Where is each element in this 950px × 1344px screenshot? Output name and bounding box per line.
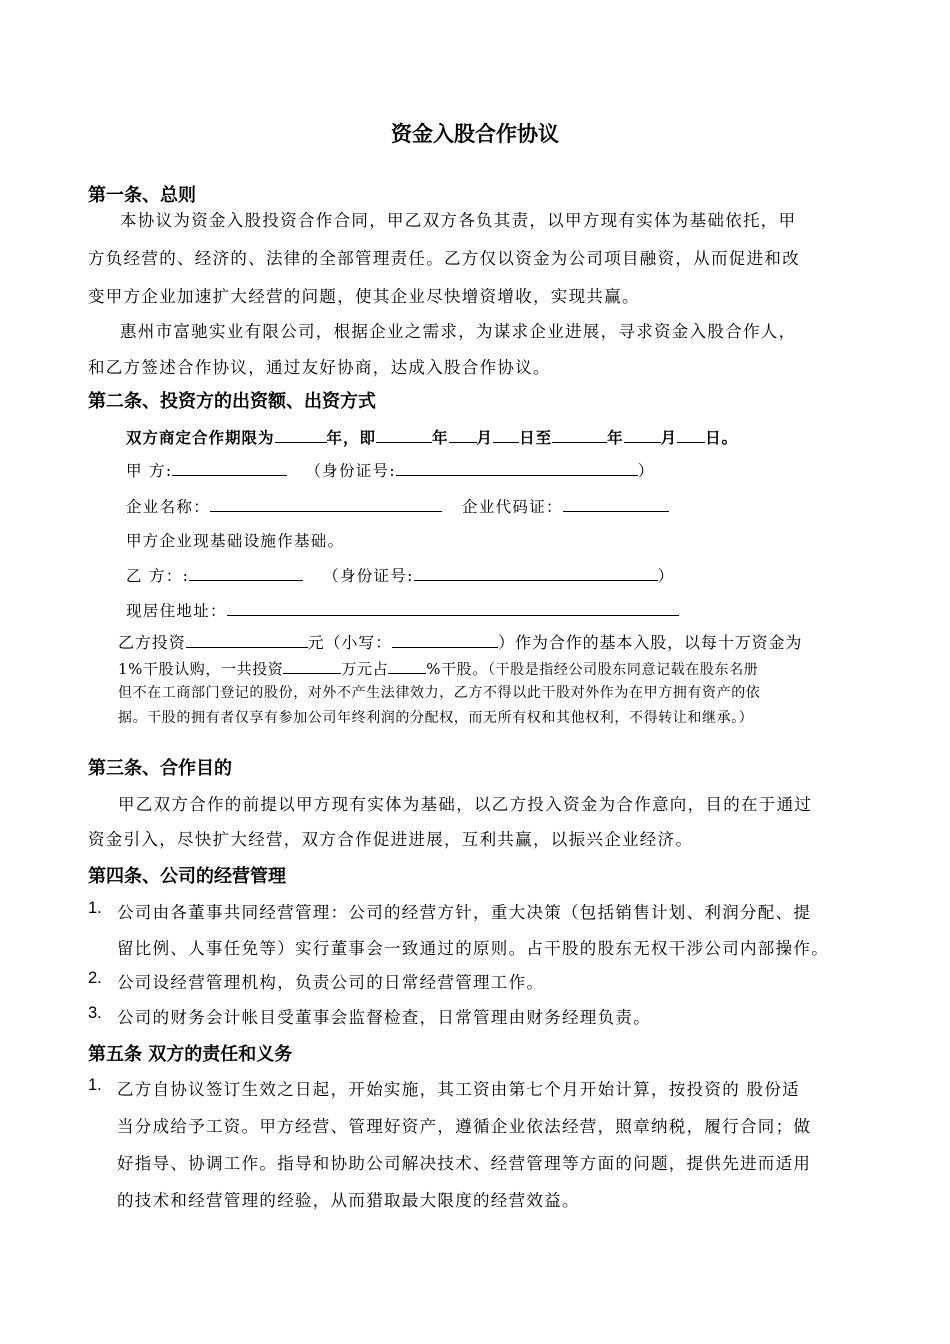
address-field[interactable]: [227, 598, 679, 616]
section-5-heading: 第五条 双方的责任和义务: [88, 1044, 293, 1065]
s1-line-4: 惠州市富驰实业有限公司，根据企业之需求，为谋求企业进展，寻求资金入股合作人，: [120, 322, 797, 341]
company-name-field[interactable]: [210, 494, 442, 512]
s4-item-1-line-1: 公司由各董事共同经营管理：公司的经营方针，重大决策（包括销售计划、利润分配、提: [117, 903, 812, 922]
s5-item-1-line-3: 好指导、协调工作。指导和协助公司解决技术、经营管理等方面的问题，提供先进而适用: [117, 1154, 812, 1173]
s3-line-2: 资金引入，尽快扩大经营，双方合作促进进展，互利共赢，以振兴企业经济。: [88, 830, 694, 849]
s5-item-1-line-1: 乙方自协议签订生效之日起，开始实施，其工资由第七个月开始计算，按投资的 股份适: [117, 1080, 800, 1099]
party-b-id-field[interactable]: [414, 563, 658, 581]
term-years-blank: [275, 425, 327, 443]
company-code-field[interactable]: [563, 494, 669, 512]
company-code-label: 企业代码证：: [462, 498, 563, 516]
party-a-id-close: ）: [637, 462, 655, 480]
address-row: [126, 598, 679, 621]
end-month-blank: [624, 425, 661, 443]
term-text-5: 日至: [519, 429, 553, 447]
investment-row: [118, 630, 802, 653]
end-day-blank: [677, 425, 705, 443]
start-year-blank: [376, 425, 432, 443]
base-text: 甲方企业现基础设施作基础。: [126, 532, 345, 550]
term-text-1: 双方商定合作期限为: [126, 429, 275, 447]
term-text-7: 月: [660, 429, 678, 447]
party-b-label: 乙 方：:: [126, 567, 190, 585]
invest-text-1: 乙方投资: [118, 633, 186, 652]
term-text-2: 年，即: [326, 429, 377, 447]
share-note-3: 据。干股的拥有者仅享有参加公司年终利润的分配权，而无所有权和其他权利，不得转让和继承。）: [118, 710, 754, 726]
party-b-name-field[interactable]: [189, 563, 303, 581]
share-percent-field[interactable]: [388, 656, 426, 674]
share-text-2: 万元占: [341, 660, 389, 678]
cooperation-term: [126, 425, 738, 448]
invest-amount-field[interactable]: [186, 630, 308, 648]
share-note-2: 但不在工商部门登记的股份，对外不产生法律效力，乙方不得以此干股对外作为在甲方拥有资产的依: [118, 685, 761, 701]
s5-item-1-number: 1.: [88, 1076, 102, 1094]
section-2-heading: 第二条、投资方的出资额、出资方式: [88, 391, 376, 412]
s4-item-2-line-1: 公司设经营管理机构，负责公司的日常经营管理工作。: [117, 973, 545, 992]
s5-item-1-line-4: 的技术和经营管理的经验，从而猎取最大限度的经营效益。: [117, 1191, 580, 1210]
s5-item-1-line-2: 当分成给予工资。甲方经营、管理好资产，遵循企业依法经营，照章纳税，履行合同；做: [117, 1117, 812, 1136]
party-b-id-close: ）: [657, 567, 675, 585]
section-3-heading: 第三条、合作目的: [88, 758, 232, 779]
end-year-blank: [552, 425, 607, 443]
address-label: 现居住地址：: [126, 602, 227, 620]
s4-item-3-line-1: 公司的财务会计帐目受董事会监督检查，日常管理由财务经理负责。: [117, 1008, 651, 1027]
party-a-label: 甲 方:: [126, 462, 173, 480]
term-text-8: 日。: [705, 429, 739, 447]
s1-line-3: 变甲方企业加速扩大经营的问题，使其企业尽快增资增收，实现共赢。: [88, 287, 640, 306]
start-day-blank: [493, 425, 519, 443]
document-title: 资金入股合作协议: [391, 121, 559, 146]
company-name-label: 企业名称：: [126, 498, 211, 516]
s4-item-1-line-2: 留比例、人事任免等）实行董事会一致通过的原则。占干股的股东无权干涉公司内部操作。: [117, 939, 829, 958]
party-a-id-label: （身份证号:: [305, 462, 396, 480]
share-text-3: %干股。: [426, 660, 488, 678]
term-text-3: 年: [432, 429, 449, 447]
s4-item-1-number: 1.: [88, 899, 102, 917]
invest-text-3: ）作为合作的基本入股，以每十万资金为: [498, 633, 803, 652]
party-b-id-label: （身份证号:: [323, 567, 414, 585]
term-text-6: 年: [607, 429, 624, 447]
share-note-1: （干股是指经公司股东同意记载在股东名册: [487, 662, 759, 678]
s1-line-1: 本协议为资金入股投资合作合同，甲乙双方各负其责，以甲方现有实体为基础依托，甲: [120, 211, 797, 230]
party-a-id-field[interactable]: [396, 458, 638, 476]
share-text-1: 1%干股认购，一共投资: [118, 660, 284, 678]
invest-text-2: 元（小写：: [307, 633, 393, 652]
company-row: [126, 494, 669, 517]
s1-line-2: 方负经营的、经济的、法律的全部管理责任。乙方仅以资金为公司项目融资，从而促进和改: [88, 249, 800, 268]
s3-line-1: 甲乙双方合作的前提以甲方现有实体为基础，以乙方投入资金为合作意向，目的在于通过: [118, 795, 813, 814]
s4-item-3-number: 3.: [88, 1004, 102, 1022]
start-month-blank: [449, 425, 477, 443]
section-1-heading: 第一条、总则: [88, 185, 196, 206]
share-row: [118, 656, 758, 679]
invest-lowercase-field[interactable]: [392, 630, 498, 648]
s4-item-2-number: 2.: [88, 969, 102, 987]
term-text-4: 月: [476, 429, 494, 447]
section-4-heading: 第四条、公司的经营管理: [88, 866, 286, 887]
s1-line-5: 和乙方签述合作协议，通过友好协商，达成入股合作协议。: [88, 358, 551, 377]
party-a-name-field[interactable]: [172, 458, 287, 476]
party-a-row: [126, 458, 655, 481]
share-amount-field[interactable]: [283, 656, 341, 674]
party-b-row: [126, 563, 675, 586]
